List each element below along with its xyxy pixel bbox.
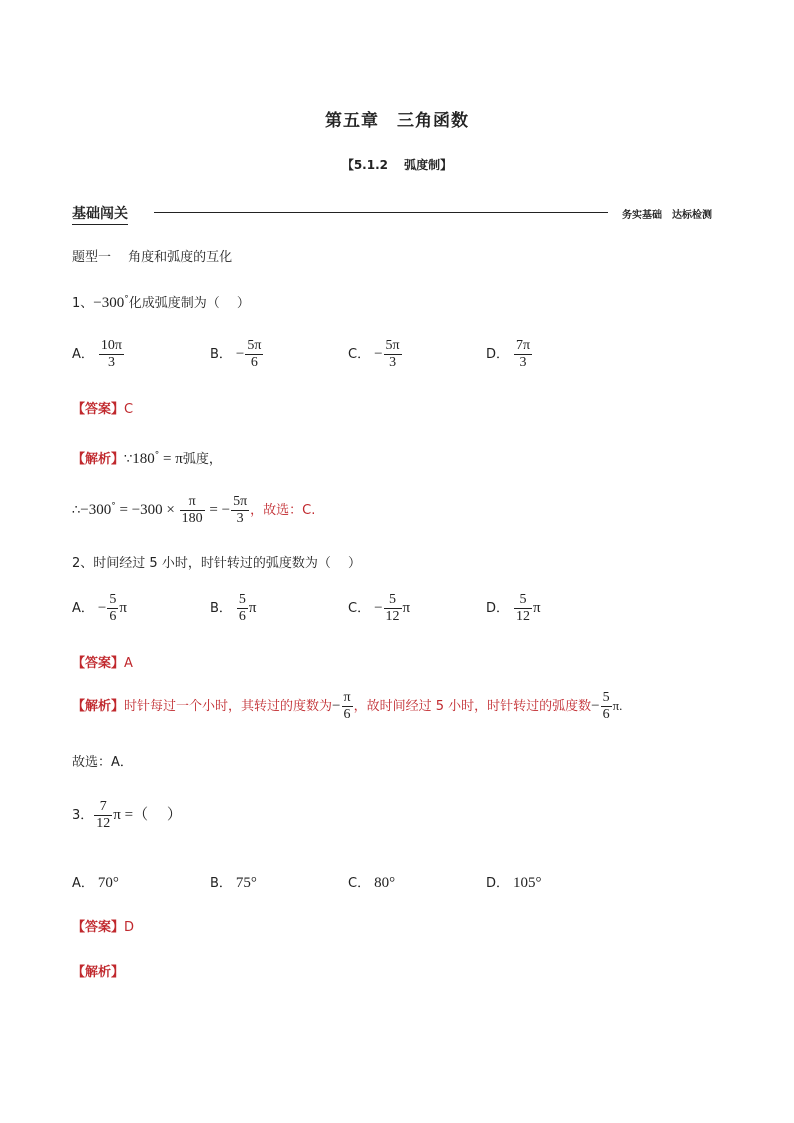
q1-degree: °	[124, 294, 129, 305]
section-title: 题型一 角度和弧度的互化	[72, 250, 233, 265]
banner-divider	[154, 212, 608, 213]
q1-expr: −300	[93, 295, 125, 311]
q2-answer: 【答案】A	[72, 656, 133, 671]
section-subtitle: 【5.1.2 弧度制】	[341, 158, 453, 172]
q2-option-c-fraction: $\frac{5}{12}$	[385, 592, 400, 624]
q2-option-b-fraction: $\frac{5}{6}$	[238, 592, 246, 624]
q1-option-a-label: A．	[72, 347, 94, 362]
question-3: 3． $\frac{7}{12}$ π =（ ）	[72, 799, 182, 831]
q2-number: 2、	[72, 556, 94, 571]
q2-analysis-fraction-1: $\frac{\pi}{6}$	[343, 690, 351, 722]
q1-answer-label: 【答案】	[72, 402, 125, 417]
q1-option-c-fraction: $\frac{5\pi}{3}$	[385, 338, 400, 370]
q3-analysis: 【解析】	[72, 965, 125, 980]
q3-option-b: B． 75°	[210, 875, 257, 891]
q2-option-d: D． $\frac{5}{12}$ π	[486, 592, 541, 624]
q2-conclusion: 故选：A．	[72, 755, 133, 770]
q1-analysis-line-1: 【解析】∵180° = π弧度，	[72, 450, 222, 467]
q3-fraction: $\frac{7}{12}$	[96, 799, 111, 831]
q1-option-d-label: D．	[486, 347, 510, 362]
q2-option-c: C． − $\frac{5}{12}$ π	[348, 592, 411, 624]
q1-option-c-label: C．	[348, 347, 371, 362]
q2-answer-value: A	[124, 656, 133, 671]
q1-answer	[72, 398, 133, 417]
q3-option-c: C． 80°	[348, 875, 396, 891]
q1-answer-value: C	[124, 402, 134, 417]
q3-answer-value: D	[124, 920, 135, 935]
q1-analysis-fraction-2: $\frac{5\pi}{3}$	[233, 494, 248, 526]
q1-option-a-fraction: $\frac{10\pi}{3}$	[100, 338, 122, 370]
q1-analysis-fraction-1: $\frac{\pi}{180}$	[181, 494, 203, 526]
q3-option-d: D． 105°	[486, 875, 542, 891]
q1-number: 1、	[72, 296, 94, 311]
q1-option-c: C． − $\frac{5\pi}{3}$	[348, 338, 400, 370]
q3-answer: 【答案】D	[72, 920, 135, 935]
banner-right-label: 务实基础 达标检测	[622, 210, 712, 221]
q1-option-b-label: B．	[210, 347, 232, 362]
question-1	[72, 292, 250, 312]
q2-analysis: 【解析】时针每过一个小时，其转过的度数为− $\frac{\pi}{6}$ ，故时间经过 5 小时，时针转过的弧度数− $\frac{5}{6}$ π.	[72, 690, 623, 722]
level-banner	[72, 203, 712, 225]
q2-option-a: A． − $\frac{5}{6}$ π	[72, 592, 127, 624]
banner-left-label: 基础闯关	[72, 203, 128, 225]
question-2	[72, 552, 361, 571]
q3-number: 3．	[72, 808, 94, 823]
q1-analysis-label: 【解析】	[72, 452, 125, 467]
q3-option-a: A． 70°	[72, 875, 119, 891]
q2-text: 时间经过 5 小时，时针转过的弧度数为（ ）	[93, 556, 361, 571]
q2-analysis-fraction-2: $\frac{5}{6}$	[602, 690, 610, 722]
q1-option-d-fraction: $\frac{7\pi}{3}$	[516, 338, 531, 370]
q2-option-a-fraction: $\frac{5}{6}$	[109, 592, 117, 624]
q2-option-d-fraction: $\frac{5}{12}$	[516, 592, 531, 624]
q1-option-d	[486, 338, 533, 371]
q1-option-b: B． − $\frac{5\pi}{6}$	[210, 338, 262, 370]
q1-option-a	[72, 338, 125, 371]
q1-text: 化成弧度制为（ ）	[128, 296, 250, 311]
q1-analysis-line-2: ∴−300° = −300 × $\frac{\pi}{180}$ = − $\frac{5\pi}{3}$ ，故选：C.	[72, 494, 316, 526]
q1-option-b-fraction: $\frac{5\pi}{6}$	[247, 338, 262, 370]
chapter-title: 第五章 三角函数	[325, 111, 469, 131]
q2-option-b: B． $\frac{5}{6}$ π	[210, 592, 257, 624]
